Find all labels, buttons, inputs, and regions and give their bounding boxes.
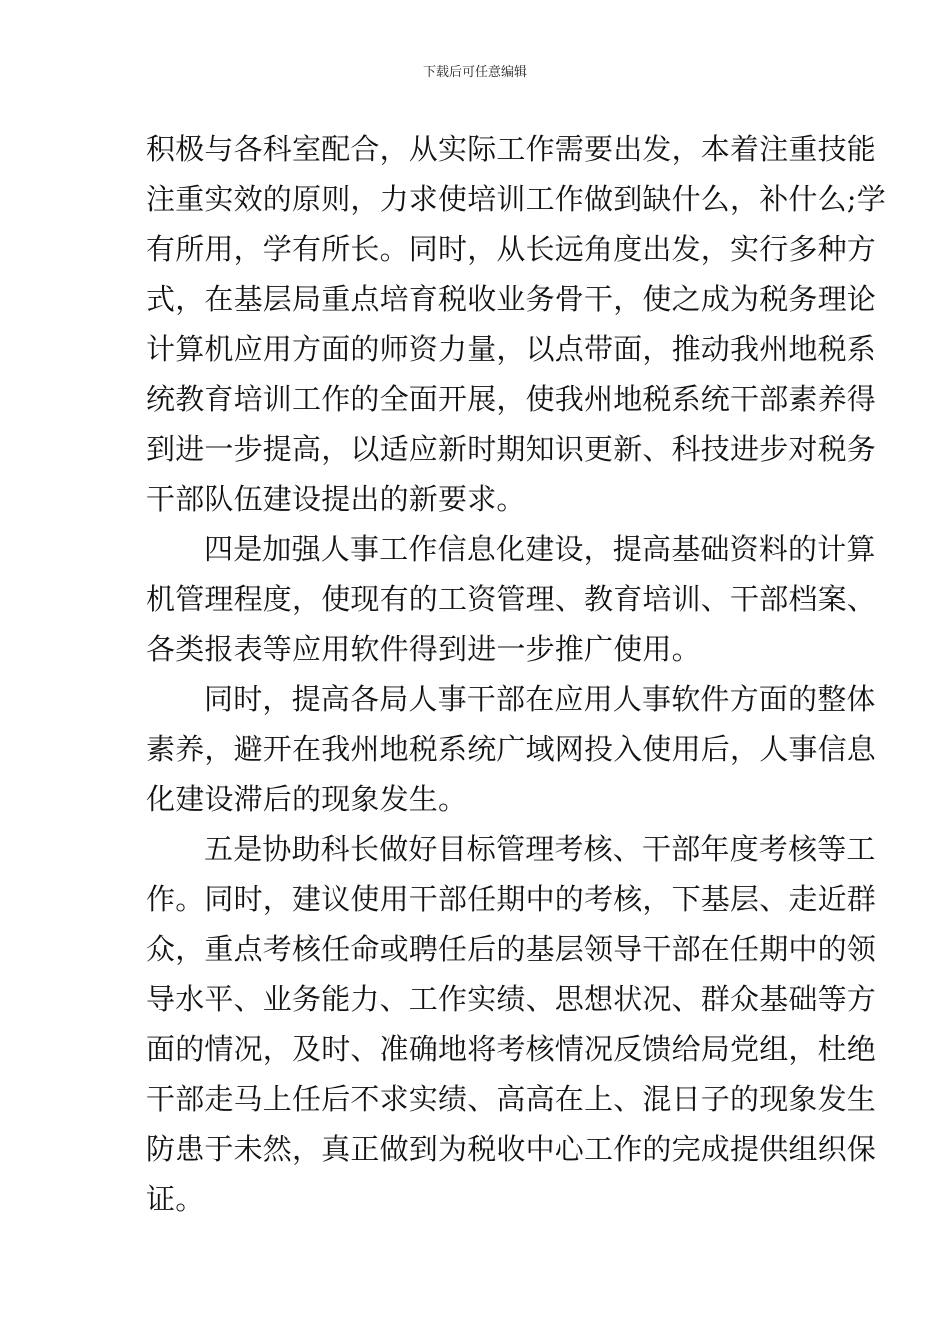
text-line: 导水平、业务能力、工作实绩、思想状况、群众基础等方 xyxy=(146,982,877,1016)
text-line: 面的情况，及时、准确地将考核情况反馈给局党组，杜绝 xyxy=(146,1032,877,1066)
paragraph-start-line: 同时，提高各局人事干部在应用人事软件方面的整体 xyxy=(204,682,876,716)
paragraph-start-line: 四是加强人事工作信息化建设，提高基础资料的计算 xyxy=(204,532,876,566)
text-line: 到进一步提高，以适应新时期知识更新、科技进步对税务 xyxy=(146,432,877,466)
text-line: 众，重点考核任命或聘任后的基层领导干部在任期中的领 xyxy=(146,932,877,966)
text-line: 证。 xyxy=(146,1182,205,1216)
text-line: 干部走马上任后不求实绩、高高在上、混日子的现象发生 xyxy=(146,1082,877,1116)
text-line: 积极与各科室配合，从实际工作需要出发，本着注重技能 xyxy=(146,132,877,166)
text-line: 干部队伍建设提出的新要求。 xyxy=(146,482,526,516)
text-line: 作。同时，建议使用干部任期中的考核，下基层、走近群 xyxy=(146,882,877,916)
page-header-note: 下载后可任意编辑 xyxy=(422,65,527,80)
text-line: 化建设滞后的现象发生。 xyxy=(146,782,468,816)
text-line: 统教育培训工作的全面开展，使我州地税系统干部素养得 xyxy=(146,382,877,416)
text-line: 各类报表等应用软件得到进一步推广使用。 xyxy=(146,632,701,666)
text-line: 防患于未然，真正做到为税收中心工作的完成提供组织保 xyxy=(146,1132,877,1166)
text-line: 素养，避开在我州地税系统广域网投入使用后，人事信息 xyxy=(146,732,877,766)
text-line: 机管理程度，使现有的工资管理、教育培训、干部档案、 xyxy=(146,582,877,616)
text-line: 注重实效的原则，力求使培训工作做到缺什么，补什么;学 xyxy=(146,182,886,216)
text-line: 式，在基层局重点培育税收业务骨干，使之成为税务理论 xyxy=(146,282,877,316)
text-line: 有所用，学有所长。同时，从长远角度出发，实行多种方 xyxy=(146,232,877,266)
paragraph-start-line: 五是协助科长做好目标管理考核、干部年度考核等工 xyxy=(204,832,876,866)
text-line: 计算机应用方面的师资力量，以点带面，推动我州地税系 xyxy=(146,332,877,366)
